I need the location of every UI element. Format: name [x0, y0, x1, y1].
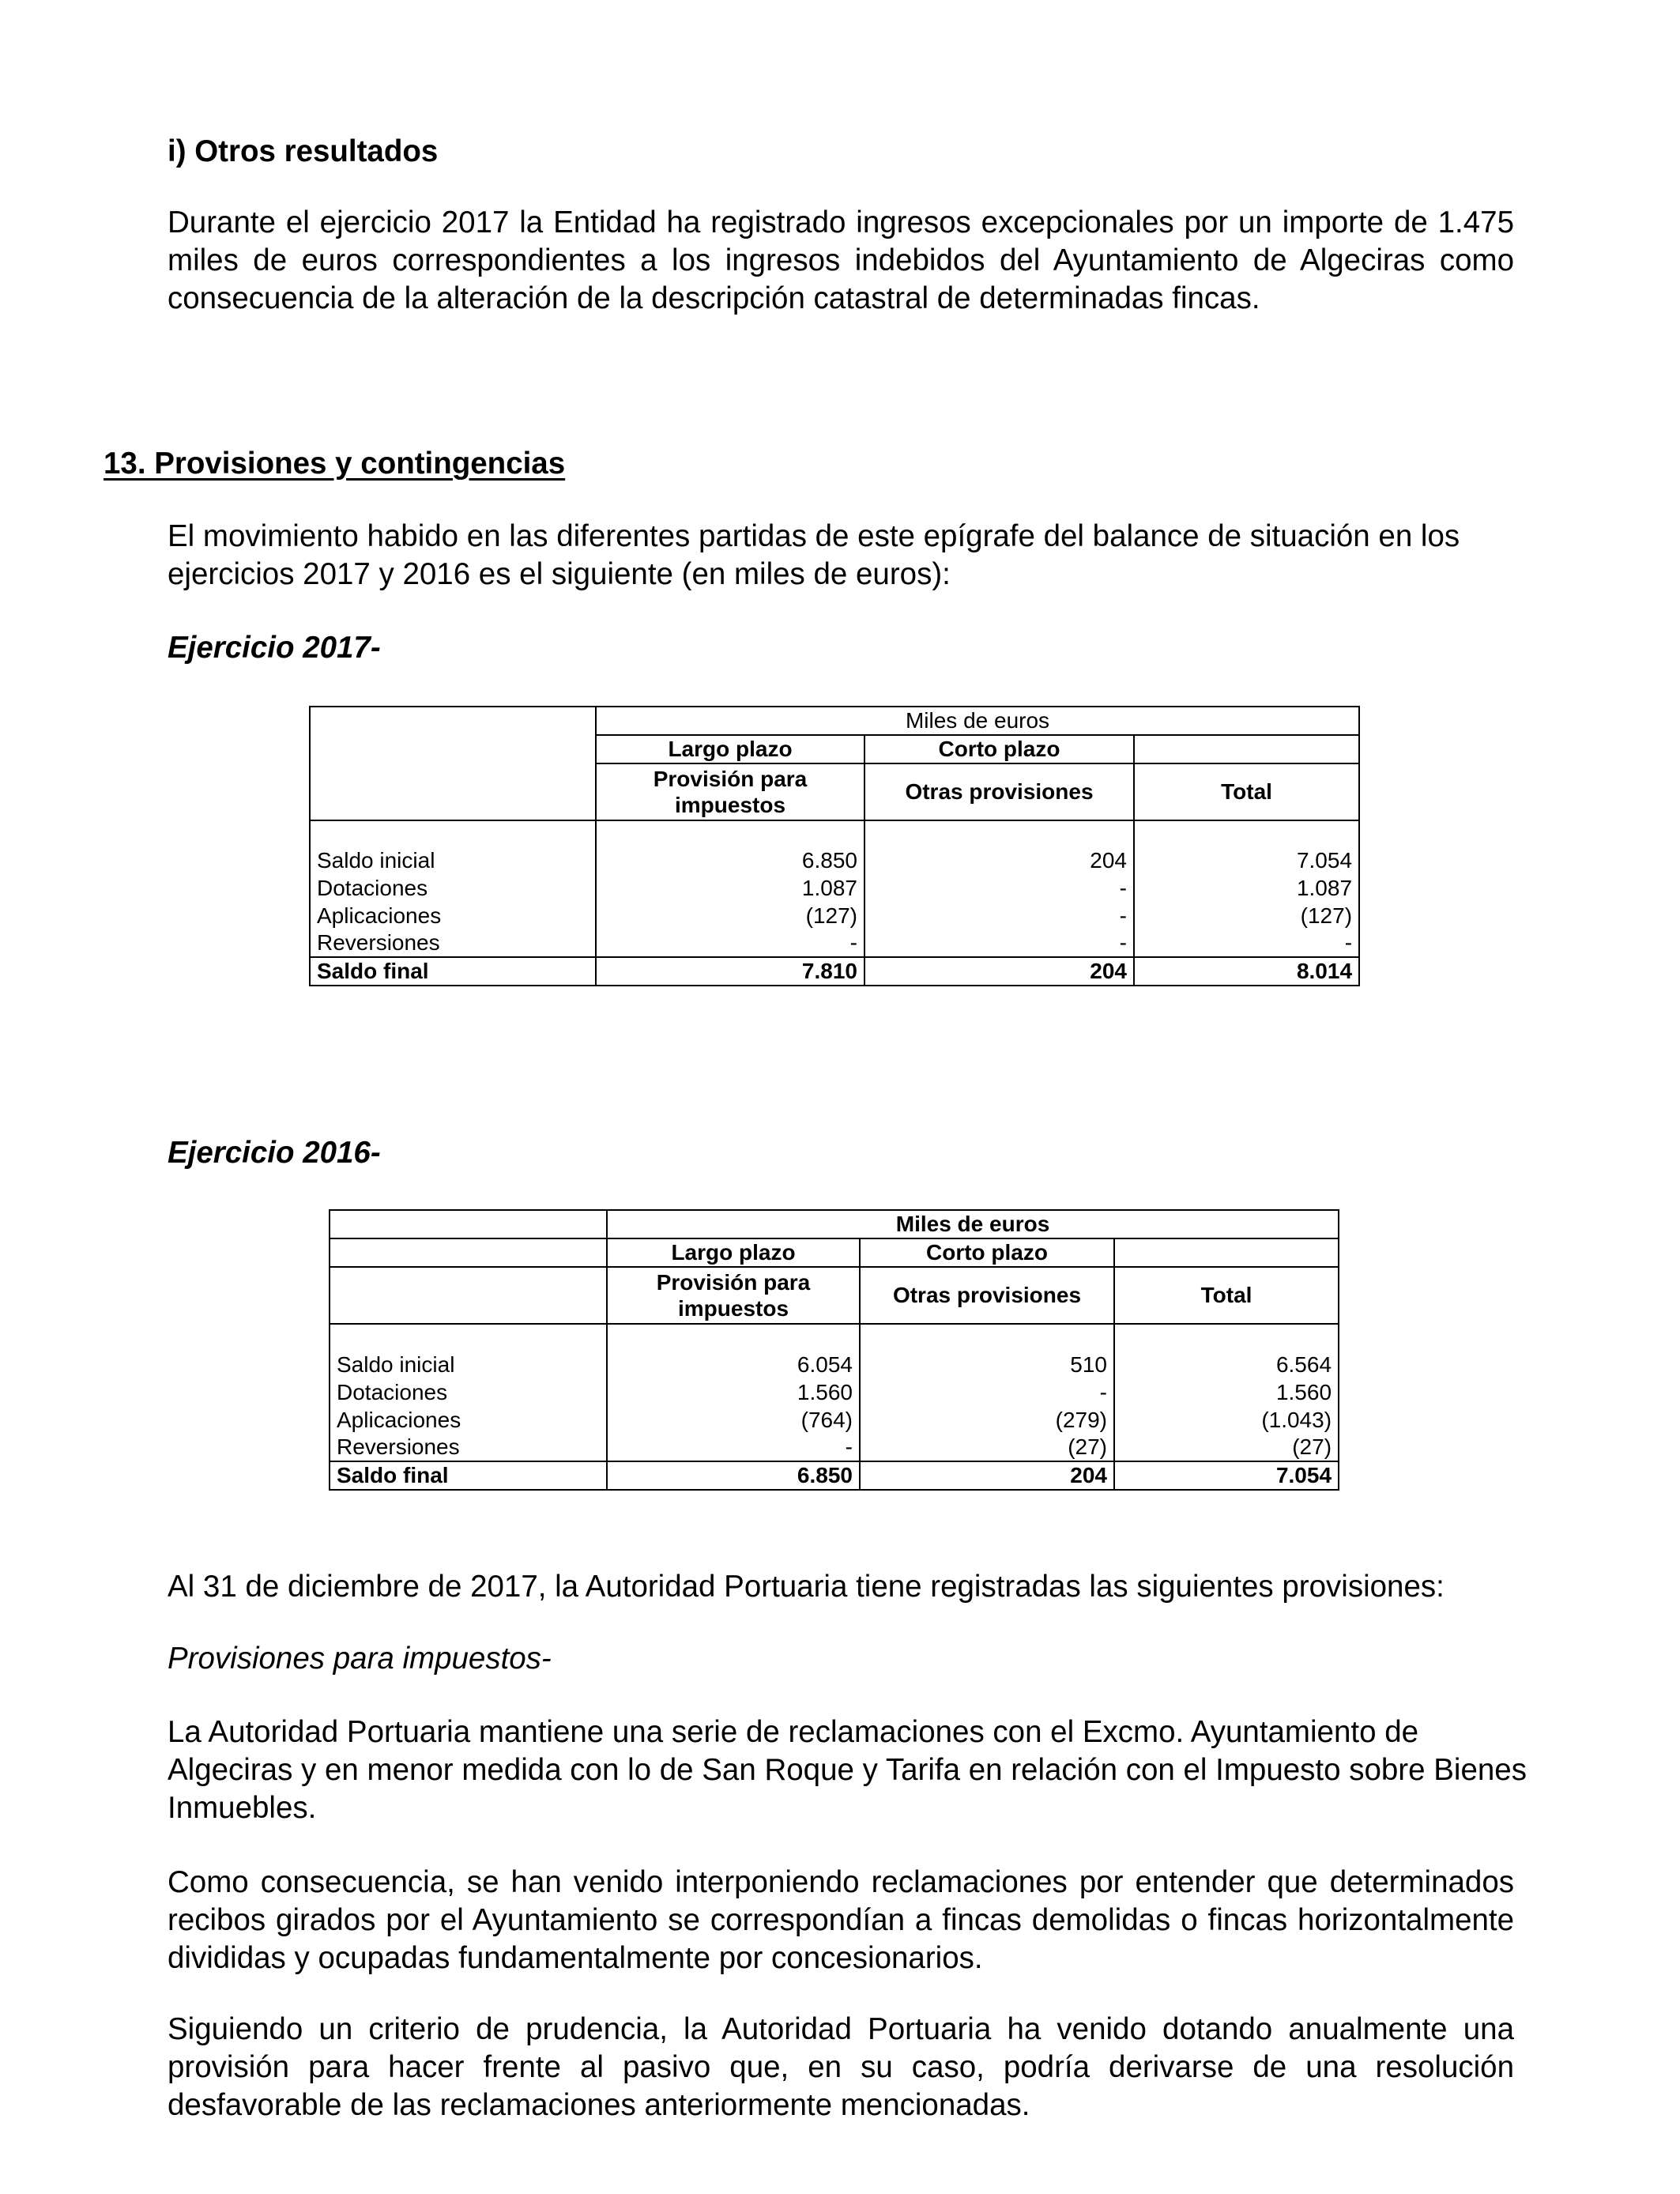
cell-value: 1.560	[607, 1378, 860, 1406]
paragraph-reclamaciones: La Autoridad Portuaria mantiene una serie de reclamaciones con el Excmo. Ayuntamiento de Algeciras y en menor medida con lo de San Roque y Tarifa en relación con el Impuesto sobre Bienes Inmuebles.	[168, 1715, 1527, 1825]
table-row	[330, 1434, 1339, 1461]
row-label: Reversiones	[330, 1434, 607, 1461]
empty-header-cell	[330, 1267, 607, 1324]
empty-header-cell	[330, 1210, 607, 1238]
cell-value: (279)	[860, 1406, 1114, 1434]
cell-value: -	[607, 1434, 860, 1461]
table-row	[330, 1351, 1339, 1378]
table-2016-heading: Ejercicio 2016-	[168, 1136, 381, 1170]
row-label: Dotaciones	[330, 1378, 607, 1406]
cell-value: -	[596, 929, 864, 957]
cell-value: 1.087	[1134, 874, 1359, 902]
cell-value: -	[860, 1378, 1114, 1406]
table-row	[330, 1406, 1339, 1434]
table-row-total	[310, 957, 1359, 986]
empty-header-cell	[1134, 735, 1359, 763]
col-total: Total	[1134, 763, 1359, 820]
cell-value: 204	[864, 957, 1134, 986]
empty-header-cell	[330, 1238, 607, 1267]
cell-value: (1.043)	[1114, 1406, 1339, 1434]
largo-plazo-header: Largo plazo	[596, 735, 864, 763]
table-row	[310, 929, 1359, 957]
paragraph-prudencia: Siguiendo un criterio de prudencia, la Autoridad Portuaria ha venido dotando anualmente una provisión para hacer frente al pasivo que, en su caso, podría derivarse de una resolución desfavorable de las reclamaciones anteriormente mencionadas.	[168, 2012, 1514, 2122]
cell-value: 204	[864, 846, 1134, 874]
cell-value: (764)	[607, 1406, 860, 1434]
provisions-table-2017	[309, 706, 1360, 986]
row-label: Saldo inicial	[310, 846, 596, 874]
table-row-total	[330, 1461, 1339, 1490]
row-label: Aplicaciones	[330, 1406, 607, 1434]
row-label: Dotaciones	[310, 874, 596, 902]
table-2017-heading: Ejercicio 2017-	[168, 631, 381, 665]
cell-value: -	[864, 902, 1134, 929]
cell-value: (27)	[860, 1434, 1114, 1461]
cell-value: -	[864, 929, 1134, 957]
corto-plazo-header: Corto plazo	[864, 735, 1134, 763]
cell-value: -	[864, 874, 1134, 902]
cell-value: 7.054	[1114, 1461, 1339, 1490]
cell-value: 1.560	[1114, 1378, 1339, 1406]
cell-value: 8.014	[1134, 957, 1359, 986]
row-label: Saldo final	[330, 1461, 607, 1490]
cell-value: 7.054	[1134, 846, 1359, 874]
provisions-impuestos-heading: Provisiones para impuestos-	[168, 1642, 552, 1676]
row-label: Saldo inicial	[330, 1351, 607, 1378]
cell-value: 7.810	[596, 957, 864, 986]
cell-value: -	[1134, 929, 1359, 957]
cell-value: (127)	[596, 902, 864, 929]
table-row	[310, 902, 1359, 929]
provisions-table-2016	[329, 1209, 1339, 1491]
largo-plazo-header: Largo plazo	[607, 1238, 860, 1267]
table-row	[310, 846, 1359, 874]
empty-header-cell	[310, 735, 596, 763]
provisions-intro-paragraph: Al 31 de diciembre de 2017, la Autoridad Portuaria tiene registradas las siguientes provisiones:	[168, 1570, 1445, 1604]
section-i-title: i) Otros resultados	[168, 134, 439, 168]
empty-header-cell	[310, 763, 596, 820]
col-otras-provisiones: Otras provisiones	[864, 763, 1134, 820]
empty-header-cell	[310, 707, 596, 735]
col-otras-provisiones: Otras provisiones	[860, 1267, 1114, 1324]
corto-plazo-header: Corto plazo	[860, 1238, 1114, 1267]
cell-value: 6.850	[607, 1461, 860, 1490]
cell-value: 1.087	[596, 874, 864, 902]
row-label: Reversiones	[310, 929, 596, 957]
col-provision-impuestos: Provisión para impuestos	[607, 1267, 860, 1324]
row-label: Saldo final	[310, 957, 596, 986]
section-13-intro: El movimiento habido en las diferentes partidas de este epígrafe del balance de situación en los ejercicios 2017 y 2016 es el siguiente (en miles de euros):	[168, 519, 1460, 591]
col-provision-impuestos: Provisión para impuestos	[596, 763, 864, 820]
miles-header: Miles de euros	[607, 1210, 1339, 1238]
cell-value: 6.054	[607, 1351, 860, 1378]
table-row	[330, 1378, 1339, 1406]
cell-value: (27)	[1114, 1434, 1339, 1461]
cell-value: 6.850	[596, 846, 864, 874]
col-total: Total	[1114, 1267, 1339, 1324]
table-row	[310, 874, 1359, 902]
cell-value: 510	[860, 1351, 1114, 1378]
miles-header: Miles de euros	[596, 707, 1359, 735]
paragraph-consecuencia: Como consecuencia, se han venido interponiendo reclamaciones por entender que determinados recibos girados por el Ayuntamiento se correspondían a fincas demolidas o fincas horizontalmente divididas y ocupadas fundamentalmente por concesionarios.	[168, 1865, 1514, 1975]
empty-header-cell	[1114, 1238, 1339, 1267]
cell-value: (127)	[1134, 902, 1359, 929]
row-label: Aplicaciones	[310, 902, 596, 929]
section-i-paragraph: Durante el ejercicio 2017 la Entidad ha registrado ingresos excepcionales por un importe de 1.475 miles de euros correspondientes a los ingresos indebidos del Ayuntamiento de Algeciras como consecuencia de la alteración de la descripción catastral de determinadas fincas.	[168, 205, 1514, 315]
cell-value: 204	[860, 1461, 1114, 1490]
cell-value: 6.564	[1114, 1351, 1339, 1378]
section-13-title: 13. Provisiones y contingencias	[104, 447, 566, 481]
